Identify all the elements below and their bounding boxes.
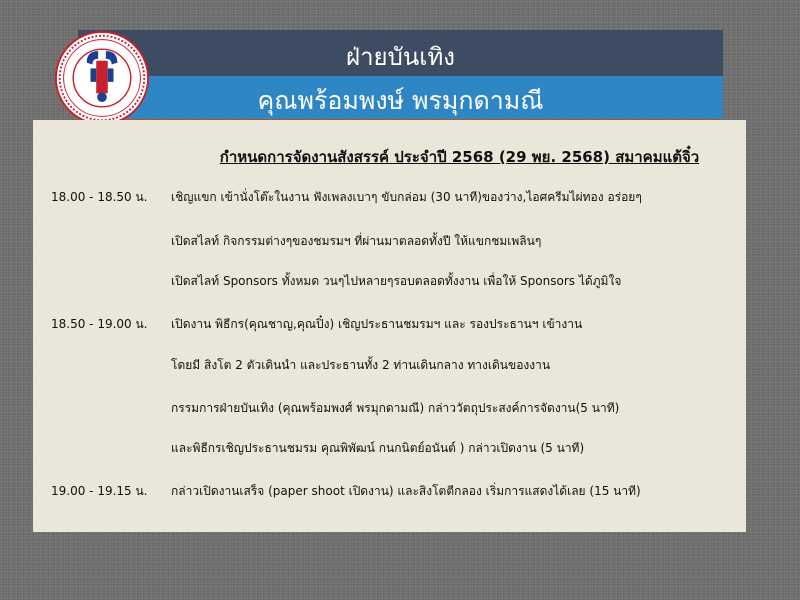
schedule-row [33,399,746,419]
schedule-row [33,315,746,335]
schedule-title [33,145,746,169]
row-text: เชิญแขก เข้านั่งโต๊ะในงาน ฟังเพลงเบาๆ ขับกล่อม (30 นาที)ของว่าง,ไอศครีมไผ่ทอง อร่อยๆ [171,190,642,204]
person-name: คุณพร้อมพงษ์ พรมุกดามณี [257,86,544,115]
schedule-row [33,482,746,502]
schedule-row [33,232,746,252]
schedule-row [33,439,746,459]
schedule-panel [33,120,746,532]
row-text: และพิธีกรเชิญประธานชมรม คุณพิพัฒน์ กนกนิตย์อนันต์ ) กล่าวเปิดงาน (5 นาที) [171,441,585,455]
association-seal-logo [54,30,150,126]
schedule-row [33,188,746,208]
schedule-row [33,356,746,376]
row-text: โดยมี สิงโต 2 ตัวเดินนำ และประธานทั้ง 2 ท่านเดินกลาง ทางเดินของงาน [171,358,551,372]
schedule-title-text: กำหนดการจัดงานสังสรรค์ ประจำปี 2568 (29 พย. 2568) สมาคมแต้จิ๋ว [219,148,700,166]
row-text: เปิดสไลท์ กิจกรรมต่างๆของชมรมฯ ที่ผ่านมาตลอดทั้งปี ให้แขกชมเพลินๆ [171,234,542,248]
department-title: ฝ่ายบันเทิง [346,43,455,71]
banner-department [78,30,723,76]
row-text: เปิดงาน พิธีกร(คุณชาญ,คุณปิ๋ง) เชิญประธานชมรมฯ และ รองประธานฯ เข้างาน [171,317,583,331]
row-time: 19.00 - 19.15 น. [51,484,148,498]
row-text: กล่าวเปิดงานเสร็จ (paper shoot เปิดงาน) และสิงโตตีกลอง เริ่มการแสดงได้เลย (15 นาที) [171,484,641,498]
row-time: 18.50 - 19.00 น. [51,317,148,331]
row-text: กรรมการฝ่ายบันเทิง (คุณพร้อมพงศ์ พรมุกดามณี) กล่าววัตถุประสงค์การจัดงาน(5 นาที) [171,401,620,415]
row-time: 18.00 - 18.50 น. [51,190,148,204]
banner-person [78,76,723,118]
row-text: เปิดสไลท์ Sponsors ทั้งหมด วนๆไปหลายๆรอบตลอดทั้งงาน เพื่อให้ Sponsors ได้ภูมิใจ [171,274,622,288]
schedule-row [33,272,746,292]
